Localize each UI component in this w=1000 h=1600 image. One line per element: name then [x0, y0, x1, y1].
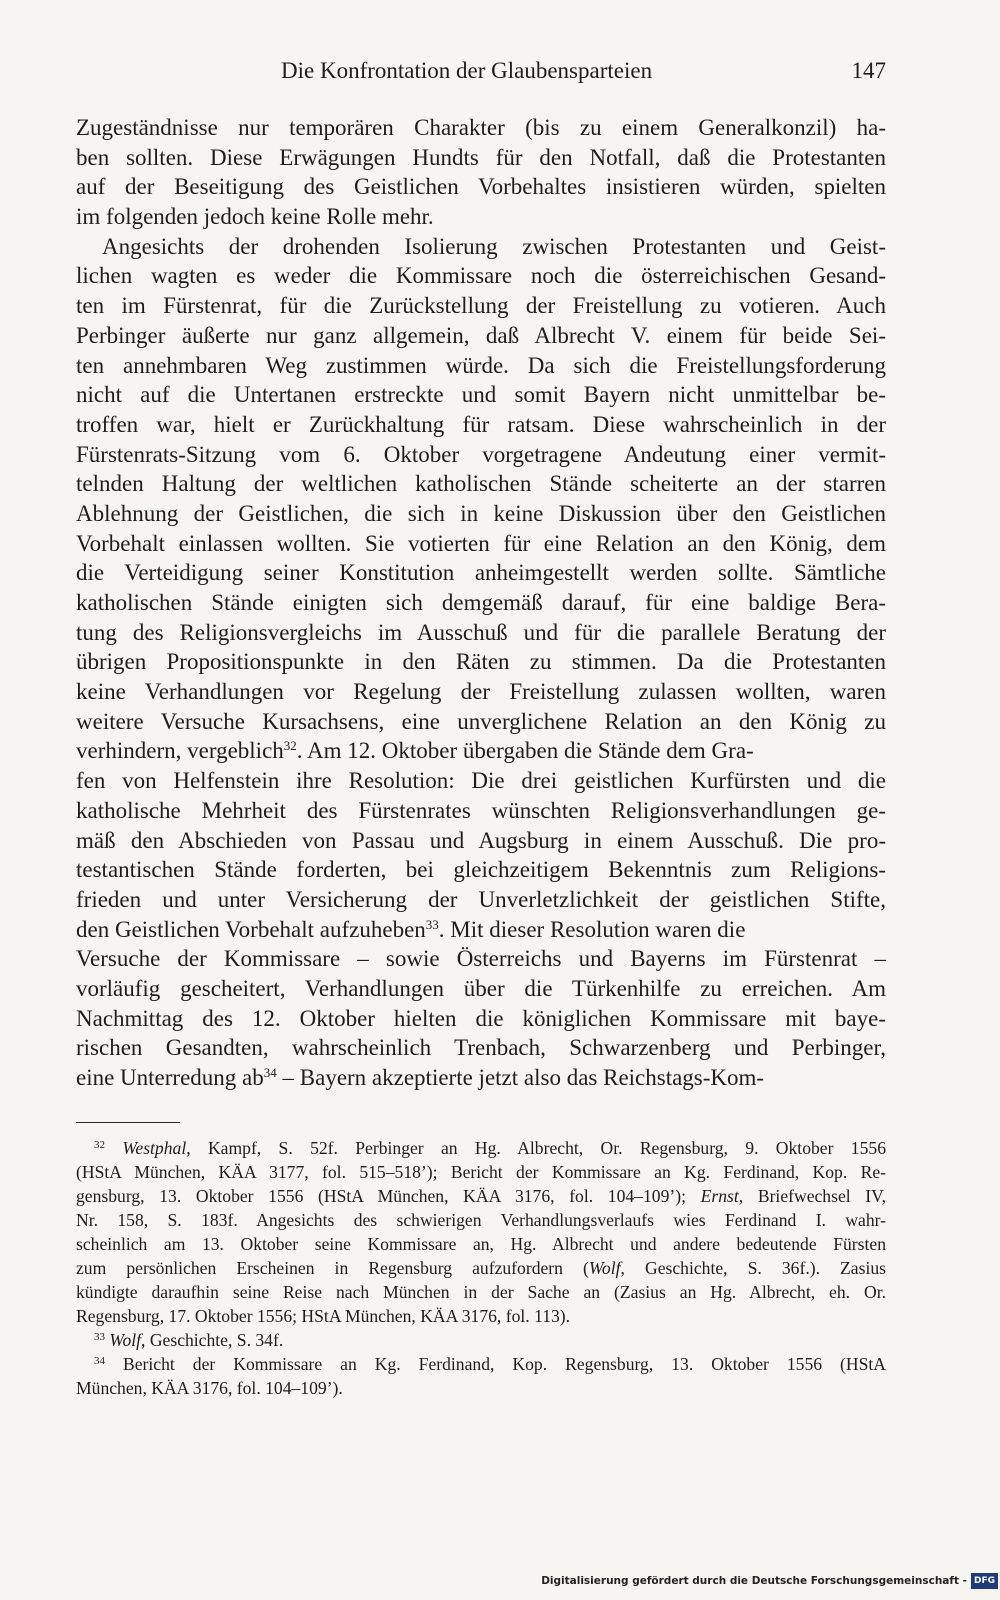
text-line: katholische Mehrheit des Fürstenrates wünschten Religionsverhandlungen ge-: [76, 797, 886, 823]
footnote-mark: 32: [94, 1139, 105, 1151]
text-line: ben sollten. Diese Erwägungen Hundts für den Notfall, daß die Protestanten: [76, 144, 886, 170]
text-fragment: , Briefwechsel IV,: [738, 1186, 886, 1206]
text-fragment: – Bayern akzeptierte jetzt also das Reichstags-Kom-: [276, 1065, 765, 1090]
text-line: keine Verhandlungen vor Regelung der Freistellung zulassen wollten, waren: [76, 679, 886, 705]
digitization-credit: [541, 1570, 998, 1592]
text-line: Nachmittag des 12. Oktober hielten die königlichen Kommissare mit baye-: [76, 1005, 886, 1031]
footnote-line: kündigte daraufhin seine Reise nach München in der Sache an (Zasius an Hg. Albrecht, eh. Or.: [76, 1282, 886, 1302]
text-fragment: verhindern, vergeblich: [76, 738, 284, 764]
text-line: rischen Gesandten, wahrscheinlich Trenbach, Schwarzenberg und Perbinger,: [76, 1035, 886, 1061]
text-line: übrigen Propositionspunkte in den Räten zu stimmen. Da die Protestanten: [76, 649, 886, 675]
text-line: im folgenden jedoch keine Rolle mehr.: [76, 204, 434, 230]
text-line: telnden Haltung der weltlichen katholischen Stände scheiterte an der starren: [76, 471, 886, 497]
footnote-reference[interactable]: 33: [425, 916, 439, 932]
text-line: die Verteidigung seiner Konstitution anheimgestellt werden sollte. Sämtliche: [76, 560, 886, 586]
author-name: Ernst: [700, 1186, 739, 1206]
author-name: Westphal: [122, 1138, 187, 1158]
author-name: Wolf: [109, 1330, 142, 1350]
text-line: troffen war, hielt er Zurückhaltung für ratsam. Diese wahrscheinlich in der: [76, 411, 886, 437]
text-fragment: gensburg, 13. Oktober 1556 (HStA München, KÄA 3176, fol. 104–109’);: [76, 1186, 701, 1206]
text-line: ten annehmbaren Weg zustimmen würde. Da sich die Freistellungsforderung: [76, 352, 886, 378]
footnote-line: (HStA München, KÄA 3177, fol. 515–518’); Bericht der Kommissare an Kg. Ferdinand, Kop. Re-: [76, 1162, 886, 1182]
text-fragment: . Mit dieser Resolution waren die: [438, 916, 746, 942]
body-text: [76, 113, 886, 1093]
text-line: fen von Helfenstein ihre Resolution: Die drei geistlichen Kurfürsten und die: [76, 768, 886, 794]
page-number: 147: [851, 58, 886, 83]
footnote-line: [76, 1184, 886, 1208]
footnote-line: München, KÄA 3176, fol. 104–109’).: [76, 1378, 343, 1398]
text-line: katholischen Stände einigten sich demgemäß darauf, für eine baldige Bera-: [76, 590, 886, 615]
footnote-line: [76, 1328, 886, 1352]
footnote-line: scheinlich am 13. Oktober seine Kommissare an, Hg. Albrecht und andere bedeutende Fürsten: [76, 1234, 886, 1254]
text-line: Perbinger äußerte nur ganz allgemein, daß Albrecht V. einem für beide Sei-: [76, 322, 886, 348]
credit-text: Digitalisierung gefördert durch die Deutsche Forschungsgemeinschaft -: [541, 1575, 967, 1587]
text-line: Fürstenrats-Sitzung vom 6. Oktober vorgetragene Andeutung einer vermit-: [76, 441, 886, 467]
footnote-reference[interactable]: 32: [283, 738, 297, 754]
footnote-mark: 34: [94, 1355, 105, 1367]
text-line: Versuche der Kommissare – sowie Österreichs und Bayerns im Fürstenrat –: [76, 946, 886, 972]
text-line: frieden und unter Versicherung der Unverletzlichkeit der geistlichen Stifte,: [76, 886, 886, 912]
dfg-logo: DFG: [971, 1573, 998, 1589]
text-line: Ablehnung der Geistlichen, die sich in keine Diskussion über den Geistlichen: [76, 500, 886, 526]
text-line: tung des Religionsvergleichs im Ausschuß und für die parallele Beratung der: [76, 619, 886, 645]
footnotes: [76, 1136, 886, 1400]
text-fragment: . Am 12. Oktober übergaben die Stände dem Gra-: [296, 738, 754, 764]
text-line: Vorbehalt einlassen wollten. Sie votierten für eine Relation an den König, dem: [76, 530, 886, 556]
text-line: ten im Fürstenrat, für die Zurückstellung der Freistellung zu votieren. Auch: [76, 293, 886, 319]
text-line: nicht auf die Untertanen erstreckte und somit Bayern nicht unmittelbar be-: [76, 382, 886, 408]
footnote-line: [76, 1256, 886, 1280]
text-line: [76, 736, 886, 766]
text-fragment: , Kampf, S. 52f. Perbinger an Hg. Albrecht, Or. Regensburg, 9. Oktober 1556: [186, 1138, 886, 1158]
text-line: lichen wagten es weder die Kommissare noch die österreichischen Gesand-: [76, 263, 886, 289]
footnote-line: [76, 1352, 886, 1376]
text-line: testantischen Stände forderten, bei gleichzeitigem Bekenntnis zum Religions-: [76, 857, 886, 883]
footnote-line: [76, 1136, 886, 1160]
footnote-line: Regensburg, 17. Oktober 1556; HStA München, KÄA 3176, fol. 113).: [76, 1306, 571, 1326]
running-title: Die Konfrontation der Glaubensparteien: [281, 58, 653, 83]
text-fragment: eine Unterredung ab: [76, 1065, 264, 1090]
text-line: [76, 915, 886, 945]
author-name: Wolf: [588, 1258, 621, 1278]
footnote-separator: [76, 1122, 180, 1123]
text-fragment: Bericht der Kommissare an Kg. Ferdinand, Kop. Regensburg, 13. Oktober 1556 (HStA: [105, 1354, 886, 1374]
text-fragment: zum persönlichen Erscheinen in Regensburg aufzufordern (: [76, 1258, 589, 1278]
text-line: auf der Beseitigung des Geistlichen Vorbehaltes insistieren würden, spielten: [76, 174, 886, 200]
text-line: mäß den Abschieden von Passau und Augsburg in einem Ausschuß. Die pro-: [76, 827, 886, 853]
text-line: [76, 1063, 886, 1093]
text-line: Angesichts der drohenden Isolierung zwischen Protestanten und Geist-: [102, 233, 886, 259]
footnote-mark: 33: [94, 1331, 105, 1343]
page-header: [76, 54, 886, 88]
text-line: weitere Versuche Kursachsens, eine unverglichene Relation an den König zu: [76, 708, 886, 734]
text-line: vorläufig gescheitert, Verhandlungen über die Türkenhilfe zu erreichen. Am: [76, 975, 886, 1001]
text-line: Zugeständnisse nur temporären Charakter (bis zu einem Generalkonzil) ha-: [76, 115, 886, 140]
text-fragment: , Geschichte, S. 34f.: [141, 1330, 284, 1350]
text-fragment: den Geistlichen Vorbehalt aufzuheben: [76, 916, 426, 942]
footnote-reference[interactable]: 34: [263, 1065, 277, 1080]
text-fragment: , Geschichte, S. 36f.). Zasius: [620, 1258, 886, 1278]
footnote-line: Nr. 158, S. 183f. Angesichts des schwierigen Verhandlungsverlaufs wies Ferdinand I. wahr-: [76, 1210, 886, 1230]
